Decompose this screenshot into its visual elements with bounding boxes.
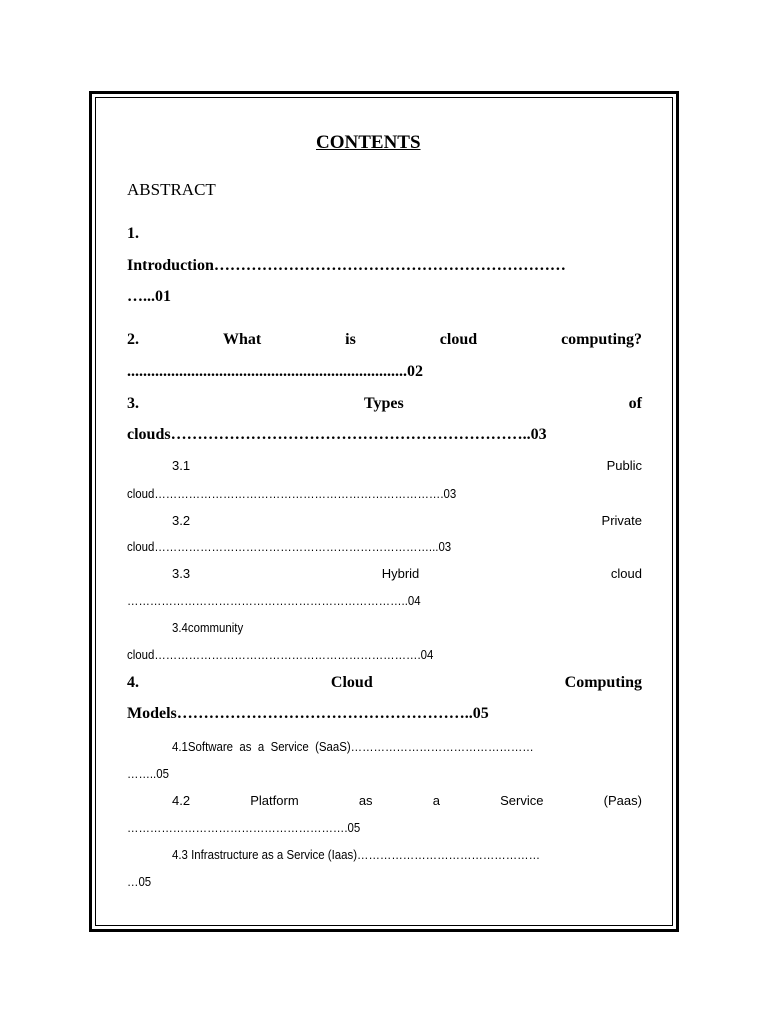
- section-1-title: Introduction…………………………………………………………: [127, 257, 566, 274]
- section-4-word: Cloud: [330, 674, 373, 691]
- section-3-word: Types: [363, 395, 404, 412]
- subsection-word: cloud: [610, 566, 642, 581]
- subsection-3-2-page: cloud………………………………………………………………...03: [127, 539, 452, 554]
- page-title: CONTENTS: [316, 132, 421, 153]
- section-3-word: of: [628, 395, 642, 412]
- subsection-word: as: [358, 793, 373, 808]
- subsection-3-2-heading: [172, 514, 642, 527]
- subsection-4-1-heading: 4.1Software as a Service (SaaS)…………………………………………: [172, 739, 534, 754]
- section-3-word: 3.: [127, 395, 139, 412]
- section-4-word: Computing: [564, 674, 642, 691]
- subsection-3-3-page: ………………………………………………………………..04: [127, 593, 421, 608]
- abstract-heading: ABSTRACT: [127, 180, 216, 199]
- section-3-heading: [127, 396, 642, 412]
- subsection-4-2-page: ………………………………………………….05: [127, 820, 361, 835]
- subsection-word: 4.2: [172, 793, 191, 808]
- subsection-3-4-page: cloud…………………………………………………………….04: [127, 647, 434, 662]
- subsection-word: Hybrid: [381, 566, 420, 581]
- subsection-3-1-page: cloud………………………………………………………………….03: [127, 486, 457, 501]
- section-1-page: …...01: [127, 288, 171, 305]
- section-2-page: ......................................................................02: [127, 363, 423, 380]
- subsection-word: 3.3: [172, 566, 191, 581]
- subsection-4-3-page: …05: [127, 874, 152, 889]
- subsection-word: Service: [500, 793, 544, 808]
- section-2-word: What: [222, 331, 262, 348]
- section-4-heading: [127, 675, 642, 691]
- subsection-word: 3.1: [172, 458, 191, 473]
- section-1-number: 1.: [127, 225, 139, 242]
- section-2-word: is: [345, 331, 356, 348]
- section-2-word: cloud: [439, 331, 478, 348]
- subsection-word: Public: [606, 458, 642, 473]
- subsection-word: Platform: [250, 793, 299, 808]
- section-2-word: 2.: [127, 331, 139, 348]
- subsection-4-1-page: ……..05: [127, 766, 169, 781]
- section-2-word: computing?: [561, 331, 642, 348]
- subsection-3-4-heading: 3.4community: [172, 620, 244, 635]
- section-3-page: clouds…………………………………………………………..03: [127, 426, 547, 443]
- subsection-3-1-heading: [172, 459, 642, 472]
- subsection-word: 3.2: [172, 513, 191, 528]
- section-4-word: 4.: [127, 674, 139, 691]
- subsection-word: (Paas): [603, 793, 642, 808]
- subsection-4-3-heading: 4.3 Infrastructure as a Service (Iaas)…………………………………………: [172, 847, 541, 862]
- subsection-3-3-heading: [172, 567, 642, 580]
- subsection-4-2-heading: [172, 794, 642, 807]
- subsection-word: a: [432, 793, 440, 808]
- section-4-page: Models………………………………………………..05: [127, 705, 489, 722]
- section-2-heading: [127, 332, 642, 348]
- subsection-word: Private: [601, 513, 642, 528]
